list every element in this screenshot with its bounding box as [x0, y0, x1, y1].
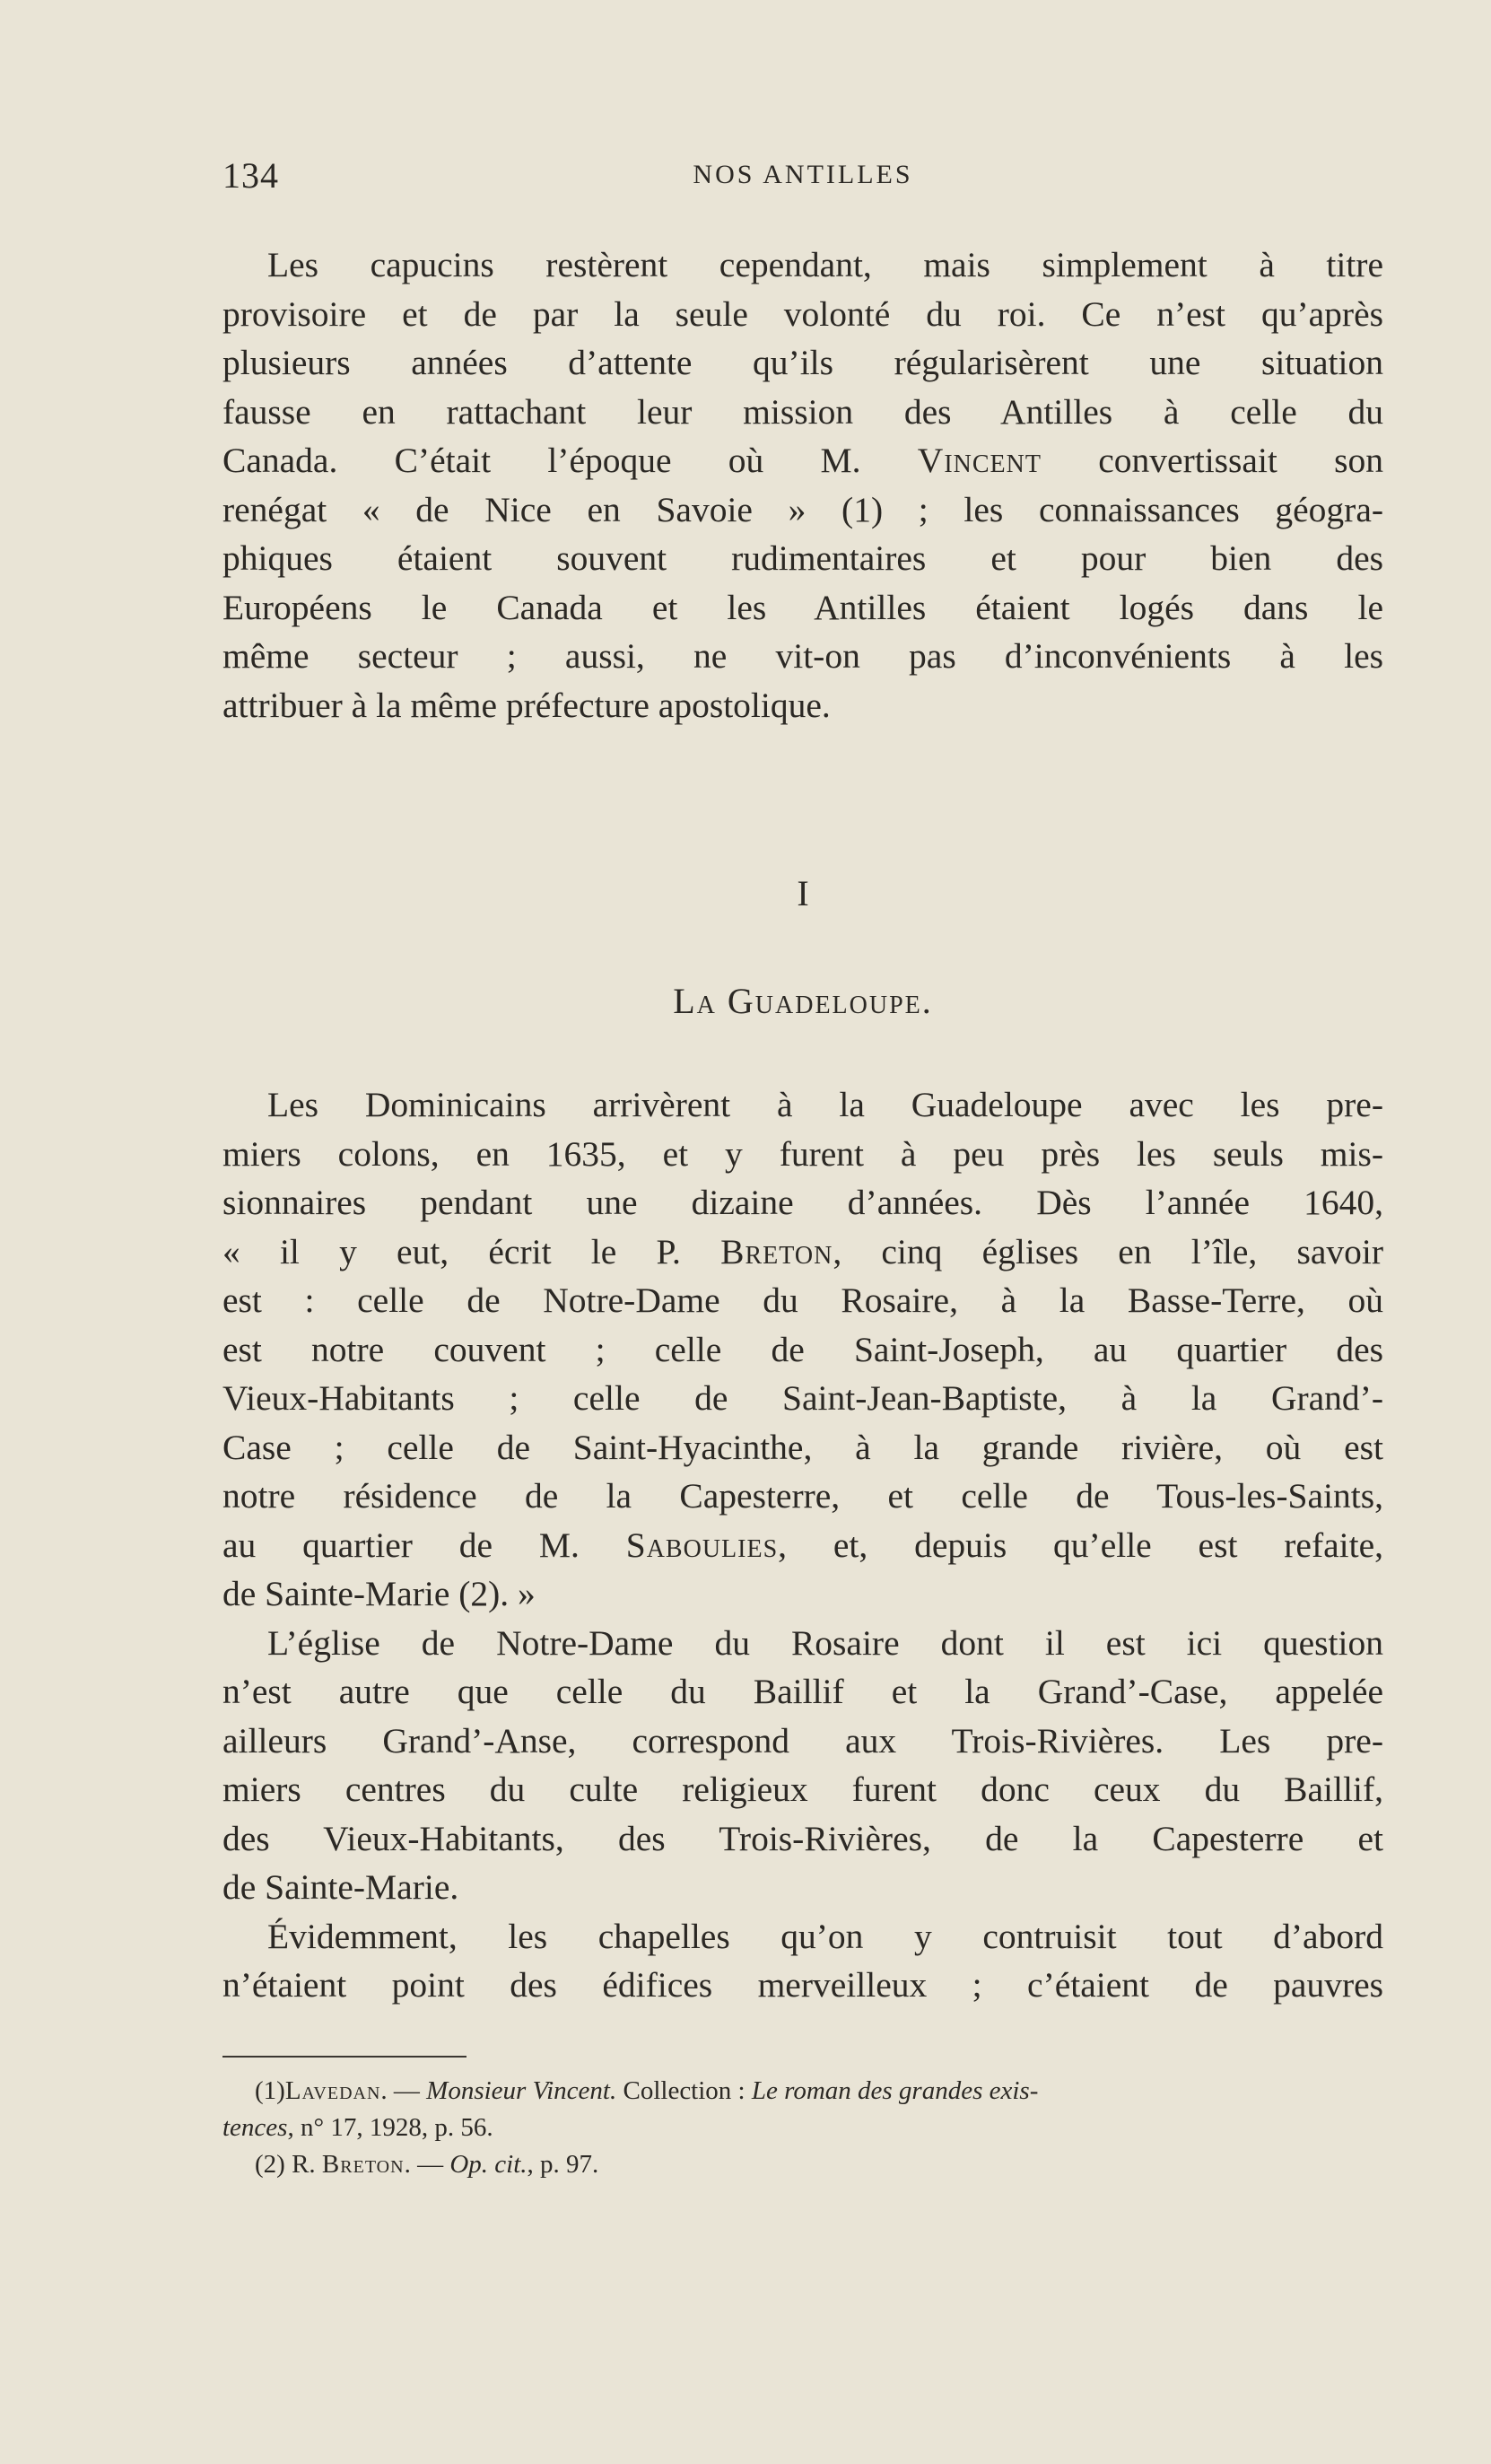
- running-title: NOS ANTILLES: [693, 160, 913, 189]
- footnote-work-title: Op. cit.: [449, 2150, 528, 2179]
- footnote-text: , p. 97.: [527, 2150, 599, 2179]
- text-line: notre résidence de la Capesterre, et celle de Tous-les-Saints,: [222, 1476, 1383, 1516]
- text-line: miers colons, en 1635, et y furent à peu près les seuls mis-: [222, 1133, 1383, 1174]
- footnote-series-title: Le roman des grandes exis-: [751, 2076, 1039, 2105]
- section-title: La Guadeloupe.: [673, 981, 933, 1021]
- text-line: même secteur ; aussi, ne vit-on pas d’inconvénients à les: [222, 636, 1383, 676]
- text-line: provisoire et de par la seule volonté du roi. Ce n’est qu’après: [222, 293, 1383, 334]
- paragraph-dominicains: [222, 1080, 1383, 1619]
- text-line: [222, 1228, 1383, 1277]
- section-number: I: [797, 873, 809, 913]
- text-fragment: convertissait son: [1098, 441, 1384, 480]
- text-line: n’étaient point des édifices merveilleux ; c’étaient de pauvres: [222, 1965, 1383, 2005]
- footnote-2: [222, 2146, 1383, 2183]
- body-text-bottom: [222, 1080, 1383, 2010]
- author-name: Vincent: [917, 441, 1042, 480]
- text-fragment: , cinq églises en l’île, savoir: [833, 1231, 1384, 1271]
- paragraph-chapelles: [222, 1912, 1383, 2010]
- text-fragment: Canada. C’était l’époque où M.: [222, 441, 861, 480]
- text-line: sionnaires pendant une dizaine d’années. Dès l’année 1640,: [222, 1183, 1383, 1222]
- text-line: Européens le Canada et les Antilles étaient logés dans le: [222, 587, 1383, 627]
- text-line: Les capucins restèrent cependant, mais simplement à titre: [267, 245, 1383, 284]
- text-line: des Vieux-Habitants, des Trois-Rivières, de la Capesterre et: [222, 1818, 1383, 1858]
- text-line: de Sainte-Marie.: [222, 1867, 459, 1907]
- footnote-separator: . —: [380, 2076, 420, 2105]
- text-line: de Sainte-Marie (2). »: [222, 1574, 536, 1613]
- text-line: [222, 436, 1383, 485]
- text-line: Case ; celle de Saint-Hyacinthe, à la grande rivière, où est: [222, 1427, 1383, 1467]
- footnote-work-title: Monsieur Vincent.: [426, 2076, 617, 2105]
- text-line: plusieurs années d’attente qu’ils régularisèrent une situation: [222, 343, 1383, 382]
- footnote-separator: . —: [404, 2150, 444, 2179]
- text-line: est notre couvent ; celle de Saint-Joseph, au quartier des: [222, 1329, 1383, 1369]
- footnote-series-title: tences: [222, 2113, 288, 2142]
- footnote-marker: (1): [255, 2076, 285, 2105]
- text-fragment: « il y eut, écrit le P.: [222, 1231, 681, 1271]
- paragraph-capucins: [222, 240, 1383, 730]
- footnote-1-continued: [222, 2110, 1383, 2146]
- text-line: phiques étaient souvent rudimentaires et pour bien des: [222, 538, 1383, 578]
- text-line: n’est autre que celle du Baillif et la Grand’-Case, appelée: [222, 1672, 1383, 1711]
- text-line: miers centres du culte religieux furent donc ceux du Baillif,: [222, 1769, 1383, 1809]
- page-number: 134: [222, 155, 279, 196]
- text-line: renégat « de Nice en Savoie » (1) ; les connaissances géogra-: [222, 489, 1383, 529]
- body-text-top: [222, 240, 1383, 730]
- footnote-text: , n° 17, 1928, p. 56.: [287, 2113, 493, 2142]
- text-line: ailleurs Grand’-Anse, correspond aux Trois-Rivières. Les pre-: [222, 1720, 1383, 1761]
- author-name: Breton: [720, 1231, 833, 1271]
- footnote-1: [222, 2073, 1383, 2110]
- text-line: attribuer à la même préfecture apostolique.: [222, 685, 831, 725]
- author-name: Saboulies: [625, 1525, 779, 1565]
- paragraph-eglise: [222, 1619, 1383, 1912]
- text-line: [222, 1521, 1383, 1570]
- footnotes: [222, 2073, 1383, 2183]
- footnote-text: Collection :: [623, 2076, 746, 2105]
- footnote-author: Lavedan: [284, 2076, 381, 2105]
- footnote-marker: (2) R.: [255, 2150, 316, 2179]
- text-line: Vieux-Habitants ; celle de Saint-Jean-Baptiste, à la Grand’-: [222, 1378, 1383, 1418]
- text-line: fausse en rattachant leur mission des Antilles à celle du: [222, 391, 1383, 432]
- text-line: Évidemment, les chapelles qu’on y contruisit tout d’abord: [267, 1916, 1383, 1956]
- footnote-divider: [222, 2056, 466, 2058]
- text-line: Les Dominicains arrivèrent à la Guadeloupe avec les pre-: [267, 1085, 1383, 1124]
- text-line: est : celle de Notre-Dame du Rosaire, à la Basse-Terre, où: [222, 1280, 1383, 1320]
- footnote-author: Breton: [321, 2150, 405, 2179]
- text-line: L’église de Notre-Dame du Rosaire dont il est ici question: [267, 1622, 1383, 1663]
- text-fragment: , et, depuis qu’elle est refaite,: [778, 1525, 1383, 1565]
- text-fragment: au quartier de M.: [222, 1525, 580, 1565]
- running-head: [222, 154, 1383, 199]
